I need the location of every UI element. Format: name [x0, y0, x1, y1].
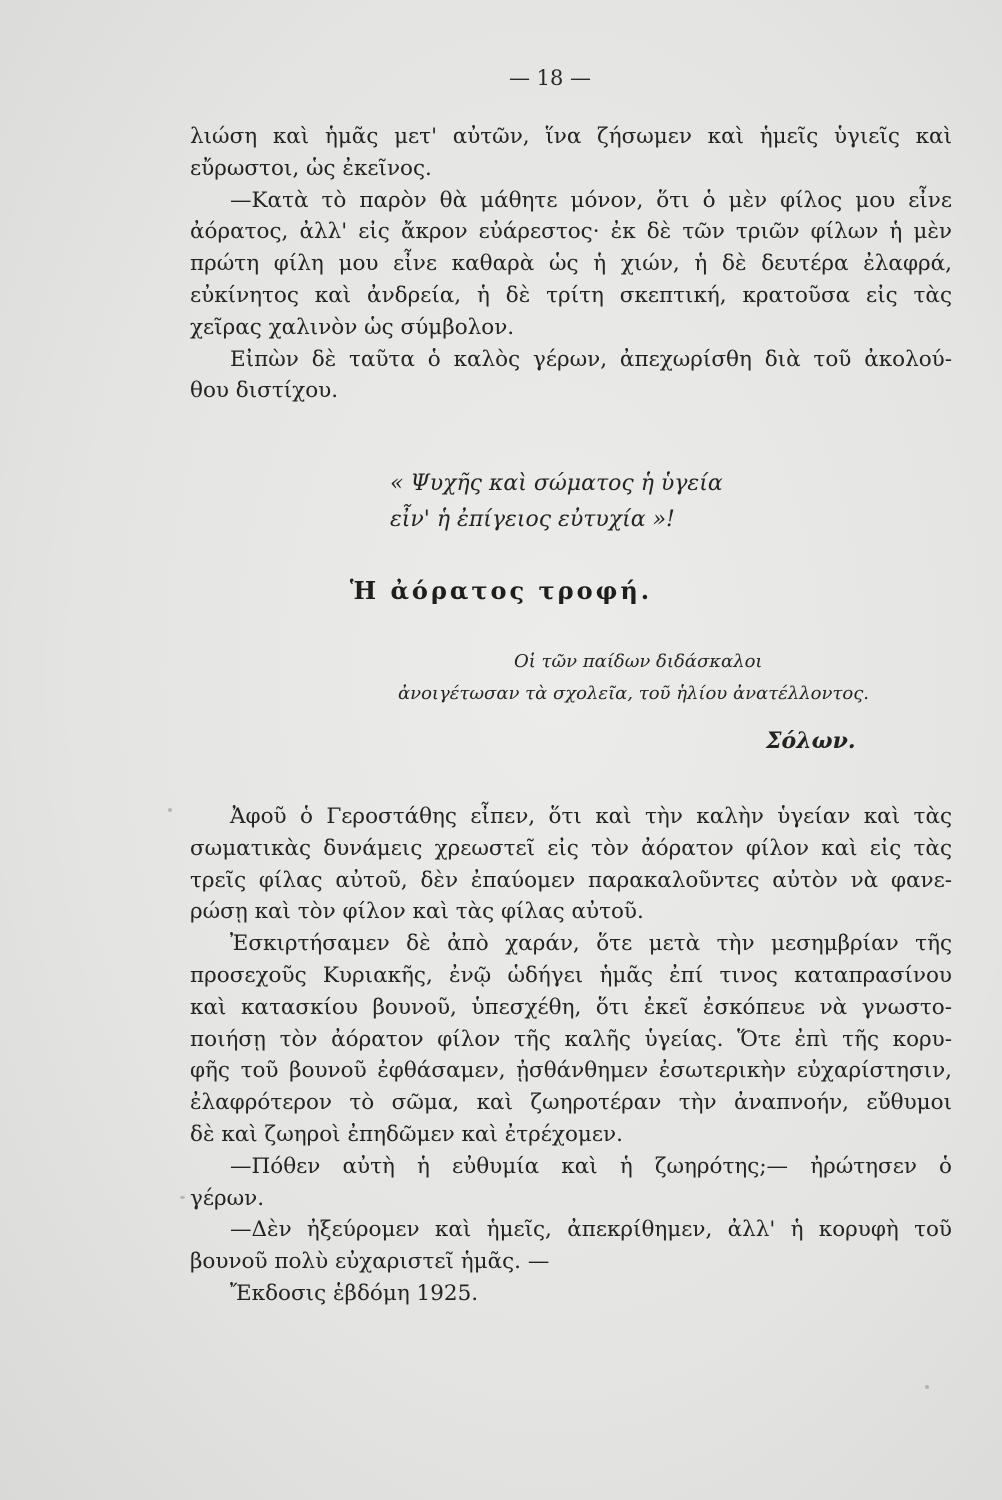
text-line: χεῖρας χαλινὸν ὡς σύμβολον.: [190, 314, 515, 340]
text-line: προσεχοῦς Κυριακῆς, ἐνῷ ὡδήγει ἡμᾶς ἐπί τινος καταπρασίνου: [190, 962, 952, 988]
text-line: γέρων.: [190, 1185, 265, 1211]
text-line: σωματικὰς δυνάμεις χρεωστεῖ εἰς τὸν ἀόρατον φίλον καὶ εἰς τὰς: [190, 835, 952, 861]
ink-speck: [168, 808, 172, 812]
text-line: πρώτη φίλη μου εἶνε καθαρὰ ὡς ἡ χιών, ἡ δὲ δευτέρα ἐλαφρά,: [190, 251, 952, 277]
text-line: εὐκίνητος καὶ ἀνδρεία, ἡ δὲ τρίτη σκεπτική, κρατοῦσα εἰς τὰς: [190, 282, 952, 308]
epigraph: [398, 646, 869, 710]
intro-paragraphs: [190, 121, 952, 407]
text-line: ρώσῃ καὶ τὸν φίλον καὶ τὰς φίλας αὐτοῦ.: [190, 899, 644, 925]
text-line: ἀόρατος, ἀλλ' εἰς ἄκρον εὐάρεστος· ἐκ δὲ τῶν τριῶν φίλων ἡ μὲν: [190, 219, 952, 245]
section-heading: Ἡ ἀόρατος τροφή.: [349, 576, 653, 605]
epigraph-author: Σόλων.: [766, 728, 856, 754]
text-line: ἐλαφρότερον τὸ σῶμα, καὶ ζωηροτέραν τὴν ἀναπνοήν, εὔθυμοι: [190, 1090, 952, 1116]
text-line: τρεῖς φίλας αὐτοῦ, δὲν ἐπαύομεν παρακαλοῦντες αὐτὸν νὰ φανε-: [190, 867, 952, 893]
text-line: ποιήσῃ τὸν ἀόρατον φίλον τῆς καλῆς ὑγείας. Ὅτε ἐπὶ τῆς κορυ-: [190, 1026, 952, 1052]
verse-line: « Ψυχῆς καὶ σώματος ἡ ὑγεία: [390, 471, 723, 496]
text-line: λιώση καὶ ἡμᾶς μετ' αὐτῶν, ἵνα ζήσωμεν καὶ ἡμεῖς ὑγιεῖς καὶ: [190, 124, 952, 149]
ink-speck: [925, 1385, 929, 1389]
edition-note: Ἔκδοσις ἑβδόμη 1925.: [230, 1280, 479, 1306]
epigraph-line: Οἱ τῶν παίδων διδάσκαλοι: [514, 651, 763, 672]
ink-speck: [180, 1196, 185, 1199]
text-line: —Κατὰ τὸ παρὸν θὰ μάθητε μόνον, ὅτι ὁ μὲν φίλος μου εἶνε: [230, 187, 952, 213]
text-line: θου διστίχου.: [190, 378, 339, 404]
text-line: καὶ κατασκίου βουνοῦ, ὑπεσχέθη, ὅτι ἐκεῖ ἐσκόπευε νὰ γνωστο-: [190, 994, 952, 1020]
text-line: εὔρωστοι, ὡς ἐκεῖνος.: [190, 155, 432, 181]
verse-line: εἶν' ἡ ἐπίγειος εὐτυχία »!: [390, 507, 675, 532]
text-line: φῆς τοῦ βουνοῦ ἐφθάσαμεν, ᾐσθάνθημεν ἐσωτερικὴν εὐχαρίστησιν,: [190, 1058, 952, 1084]
text-line: —Δὲν ἠξεύρομεν καὶ ἡμεῖς, ἀπεκρίθημεν, ἀλλ' ἡ κορυφὴ τοῦ: [230, 1217, 952, 1243]
page-number: — 18 —: [508, 66, 592, 90]
text-line: —Πόθεν αὐτὴ ἡ εὐθυμία καὶ ἡ ζωηρότης;— ἠρώτησεν ὁ: [230, 1153, 952, 1179]
text-line: Ἀφοῦ ὁ Γεροστάθης εἶπεν, ὅτι καὶ τὴν καλὴν ὑγείαν καὶ τὰς: [230, 804, 952, 829]
main-paragraphs: [190, 801, 952, 1310]
text-line: Εἰπὼν δὲ ταῦτα ὁ καλὸς γέρων, ἀπεχωρίσθη διὰ τοῦ ἀκολού-: [230, 346, 952, 372]
text-line: δὲ καὶ ζωηροὶ ἐπηδῶμεν καὶ ἐτρέχομεν.: [190, 1121, 623, 1147]
epigraph-line: ἀνοιγέτωσαν τὰ σχολεῖα, τοῦ ἡλίου ἀνατέλλοντος.: [398, 683, 870, 704]
text-line: βουνοῦ πολὺ εὐχαριστεῖ ἡμᾶς. —: [190, 1249, 550, 1275]
text-line: Ἐσκιρτήσαμεν δὲ ἀπὸ χαράν, ὅτε μετὰ τὴν μεσημβρίαν τῆς: [230, 931, 952, 957]
verse-couplet: [390, 466, 723, 538]
